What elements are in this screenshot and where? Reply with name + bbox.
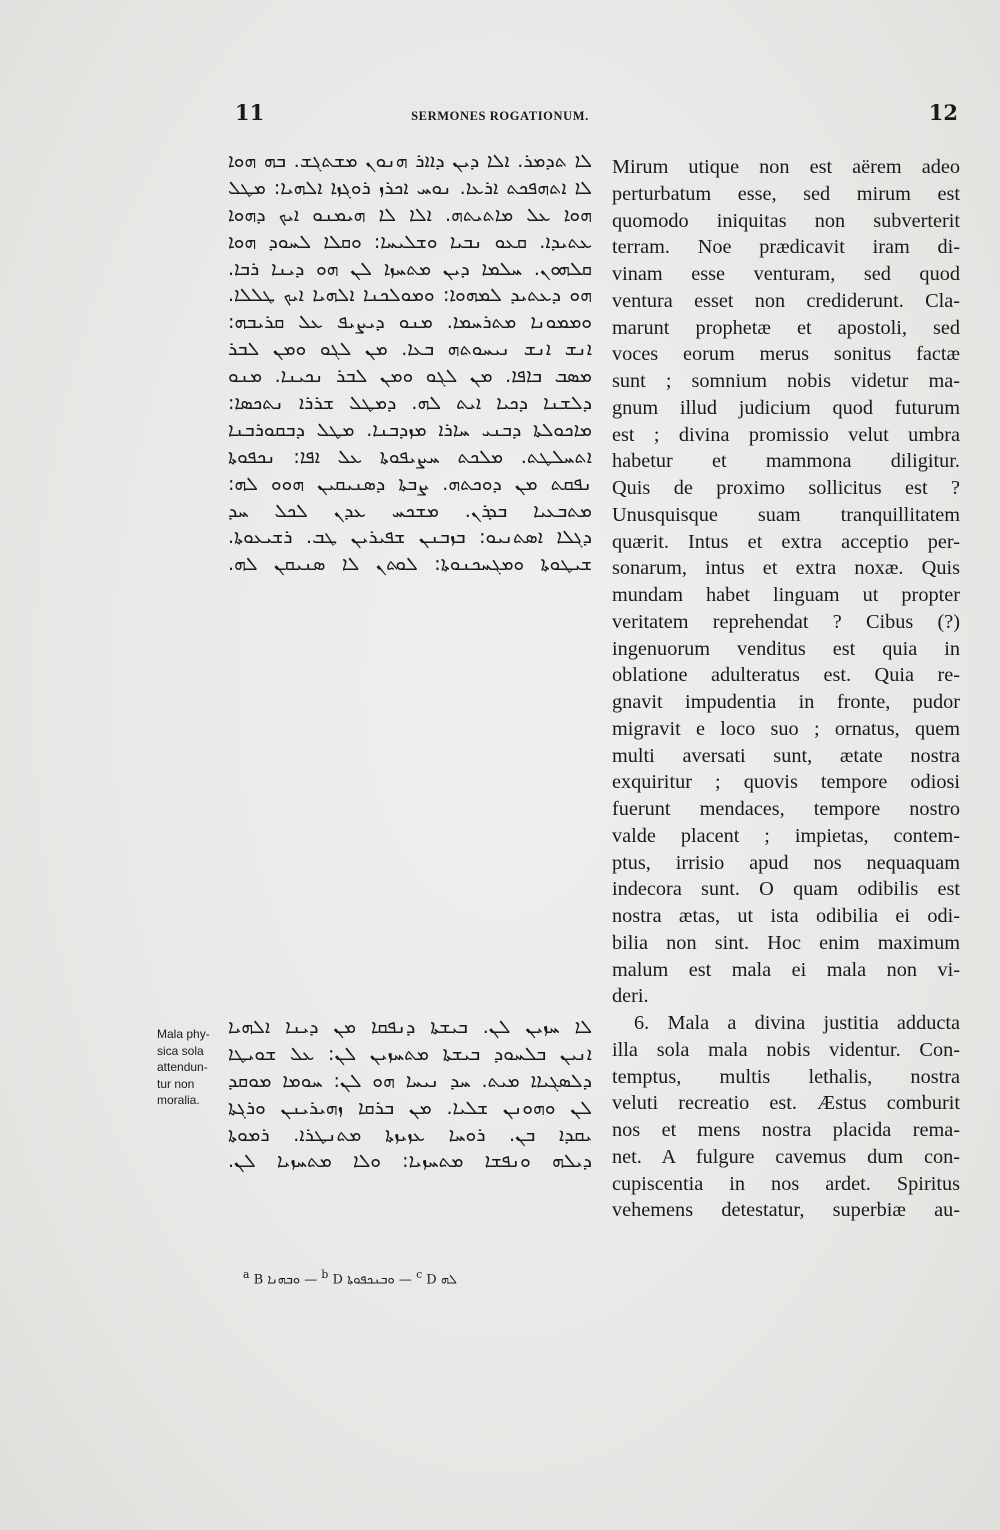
syriac-line: ܠܐ ܐܬܗܦܟܬ ܐܪܥܐ. ܢܘܚ ܐܟܪܙ ܪܘܓܙܐ ܐܠܗܝܐ: ܡܛܠ	[228, 176, 592, 199]
latin-line: vinam esse venturam, sed quod	[612, 263, 960, 285]
syriac-line: ܫܝܛܘܬܐ ܘܡܓܚܟܢܘܬܐ: ܠܘܬܢ ܠܐ ܣܢܝܩܢ ܠܗ.	[228, 553, 592, 576]
page-number-left: 11	[235, 100, 265, 125]
latin-line: perturbatum esse, sed mirum est	[612, 182, 960, 205]
latin-line: marunt prophetæ et apostoli, sed	[612, 316, 960, 339]
footnote-c-manuscript: D	[426, 1272, 437, 1288]
latin-line: veritatem reprehendat ? Cibus (?)	[612, 610, 960, 633]
latin-line: sunt ; somnium nobis videtur ma-	[612, 370, 960, 392]
latin-line: exquiritur ; quovis tempore odiosi	[612, 771, 960, 794]
syriac-line: ܠܐ ܚܙܝܢ ܠܢ. ܒܝܫܬܐ ܕܢܦܩܐ ܡܢ ܕܝܢܐ ܐܠܗܝܐ	[228, 1016, 592, 1038]
syriac-line: ܕܝܠܗ ܘܢܦܫܐ ܡܬܚܙܝܐ: ܘܠܐ ܡܬܚܙܝܐ ܠܢ.	[228, 1150, 592, 1173]
latin-line: multi aversati sunt, ætate nostra	[612, 744, 960, 767]
syriac-line: ܡܬܒܥܝܐ ܒܕܪܢ. ܡܫܟܚ ܥܕܢ ܠܟܠ ܚܕ	[228, 499, 592, 522]
latin-line: gnum illud judicium quod futurum	[612, 396, 960, 419]
latin-line: mundam habet linguam ut propter	[612, 584, 960, 606]
latin-line: deri.	[612, 985, 649, 1008]
marginal-note-line: attendun-	[157, 1060, 208, 1074]
syriac-line: ܡܣܒ ܒܐܦܐ. ܡܢ ܠܓܘ ܘܡܢ ܠܒܪ ܢܟܝܢܐ. ܡܢܘ	[228, 365, 592, 388]
latin-line: bilia non sint. Hoc enim maximum	[612, 931, 960, 954]
latin-line: gnavit impudentia in fronte, pudor	[612, 691, 960, 713]
marginal-note-line: tur non	[157, 1076, 195, 1091]
syriac-text-column-lower	[228, 1014, 592, 1175]
syriac-line: ܠܢ ܘܗܘܢܢ ܫܠܝܐ. ܡܢ ܒܪܩܐ ܙܗܝܪܝܢܢ ܘܪܓܬܐ	[228, 1096, 592, 1119]
syriac-line: ܩܠܗܘܢ. ܚܠܡܐ ܕܝܢ ܡܬܚܙܐ ܠܢ ܗܘ ܕܝܢܐ ܪܒܐ.	[228, 257, 592, 280]
page-number-right: 12	[928, 100, 958, 125]
latin-line: Mirum utique non est aërem adeo	[612, 156, 960, 178]
latin-line: veluti recreatio est. Æstus comburit	[612, 1092, 960, 1115]
syriac-line: ܗܘܐ ܥܠ ܡܐܬܝܬܗ. ܐܠܐ ܠܐ ܗܝܡܢܘ ܐܝܟ ܕܗܘܐ	[228, 203, 592, 226]
latin-line: quomodo iniquitas non subverterit	[612, 209, 960, 232]
marginal-note-line: Mala phy-	[157, 1027, 210, 1041]
syriac-line: ܠܐ ܬܕܡܪ. ܐܠܐ ܕܝܢ ܕܐܐܪ ܗܢܘܢ ܡܫܬܓܫ. ܒܗ ܗܘܐ	[228, 150, 592, 172]
syriac-text-column-upper	[228, 148, 592, 578]
syriac-line: ܝܩܕܐ ܒܢ. ܪܘܚܐ ܥܙܝܙܬܐ ܡܬܢܛܪܐ. ܪܡܘܬܐ	[228, 1123, 592, 1146]
latin-line: illa sola mala nobis videntur. Con-	[612, 1038, 960, 1061]
syriac-line: ܐܢܝܢ ܒܠܚܘܕ ܒܝܫܬܐ ܡܬܚܙܝܢ ܠܢ: ܥܠ ܫܘܝܛܐ	[228, 1042, 592, 1065]
running-title: SERMONES ROGATIONUM.	[411, 109, 589, 123]
marginal-note	[157, 1026, 221, 1109]
marginal-note-line: moralia.	[157, 1093, 200, 1107]
footnote-b-manuscript: D	[332, 1272, 343, 1288]
latin-line: cupiscentia in nos ardet. Spiritus	[612, 1172, 960, 1195]
latin-line: vehemens detestatur, superbiæ au-	[612, 1199, 960, 1222]
footnote-a-reading: ܘܒܗܢܐ	[267, 1272, 301, 1288]
latin-line: habetur et mammona diligitur.	[612, 450, 960, 473]
syriac-line: ܢܦܩܬ ܡܢ ܕܘܟܬܗ. ܨܒܬܐ ܕܣܢܝܩܝܢ ܗܘܘ ܠܗ:	[228, 472, 592, 495]
latin-line: quærit. Intus et extra acceptio per-	[612, 530, 960, 553]
syriac-line: ܘܡܡܘܢܐ ܡܬܪܚܡܐ. ܡܢܘ ܕܝܨܝܦ ܥܠ ܩܪܝܒܗ:	[228, 311, 592, 334]
latin-line: nostra ætas, ut ista odibilia ei odi-	[612, 905, 960, 927]
latin-line: net. A fulgure cavemus dum con-	[612, 1145, 960, 1168]
syriac-line: ܕܠܣܓܝܐܐ ܡܝܬ. ܚܕ ܢܝܚܐ ܗܘ ܠܢ: ܚܘܡܐ ܡܘܩܕ	[228, 1069, 592, 1092]
latin-line: 6. Mala a divina justitia adducta	[634, 1012, 960, 1034]
footnote-c-reading: ܠܗ	[440, 1272, 457, 1288]
latin-line: est ; divina promissio velut umbra	[612, 423, 960, 446]
latin-line: ptus, irrisio apud nos nequaquam	[612, 851, 960, 874]
latin-line: Quis de proximo sollicitus est ?	[612, 477, 960, 499]
latin-line: terram. Noe prædicavit iram di-	[612, 236, 960, 259]
latin-line: ingenuorum venditus est quia in	[612, 637, 960, 660]
footnote-separator: —	[304, 1272, 318, 1288]
footnote-b-reading: ܘܒܢܟܦܘܬܐ	[347, 1272, 395, 1288]
syriac-line: ܕܠܫܢܐ ܕܟܝܐ ܐܝܬ ܠܗ. ܕܡܛܠ ܫܪܪܐ ܢܬܟܣܐ:	[228, 392, 592, 415]
marginal-note-line: sica sola	[157, 1043, 204, 1058]
latin-line: temptus, multis lethalis, nostra	[612, 1065, 960, 1088]
latin-line: ventura esset non crediderunt. Cla-	[612, 289, 960, 312]
syriac-line: ܗܘ ܕܥܬܝܕ ܠܡܗܘܐ: ܘܡܘܠܟܢܐ ܐܠܗܝܐ ܐܝܟ ܛܠܠܐ.	[228, 284, 592, 307]
latin-translation-column	[612, 154, 960, 1224]
latin-line: voces eorum merus sonitus factæ	[612, 343, 960, 366]
latin-line: nos et mens nostra placida rema-	[612, 1119, 960, 1141]
latin-line: migravit e loco suo ; ornatus, quem	[612, 717, 960, 740]
footnote-separator: —	[398, 1272, 412, 1288]
latin-line: Unusquisque suam tranquillitatem	[612, 503, 960, 526]
latin-line: oblatione adulteratus est. Quia re-	[612, 664, 960, 687]
syriac-line: ܡܐܟܘܠܬܐ ܕܒܢܝ ܚܐܪܐ ܡܙܕܒܢܐ. ܡܛܠ ܕܒܩܘܪܒܢܐ	[228, 418, 592, 441]
footnotes	[243, 1268, 457, 1287]
latin-line: valde placent ; impietas, contem-	[612, 824, 960, 847]
syriac-line: ܐܢܫ ܐܢܫ ܢܝܚܘܬܗ ܒܥܐ. ܡܢ ܠܓܘ ܘܡܢ ܠܒܪ	[228, 338, 592, 361]
latin-line: sonarum, intus et extra noxæ. Quis	[612, 557, 960, 580]
footnote-mark-c: c	[416, 1268, 423, 1281]
syriac-line: ܐܬܚܠܛܬ. ܡܠܟܬ ܚܨܝܦܘܬܐ ܥܠ ܐܦܐ: ܢܟܦܘܬܐ	[228, 445, 592, 468]
latin-line: fuerunt mendaces, tempore nostro	[612, 798, 960, 820]
latin-line: indecora sunt. O quam odibilis est	[612, 878, 960, 901]
latin-line: malum est mala ei mala non vi-	[612, 958, 960, 981]
footnote-a-manuscript: B	[253, 1272, 264, 1288]
footnote-mark-a: a	[243, 1268, 250, 1281]
syriac-line: ܥܬܝܕܐ. ܩܥܘ ܢܒܝܐ ܘܫܠܝܚܐ: ܘܩܠܐ ܠܚܘܕ ܗܘܐ	[228, 230, 592, 253]
footnote-mark-b: b	[321, 1268, 329, 1281]
syriac-line: ܕܓܠܐ ܐܣܬܢܝܘ: ܒܙܒܢܢ ܫܦܝܪܝܢ ܛܒ. ܪܫܝܥܘܬܐ.	[228, 526, 592, 549]
